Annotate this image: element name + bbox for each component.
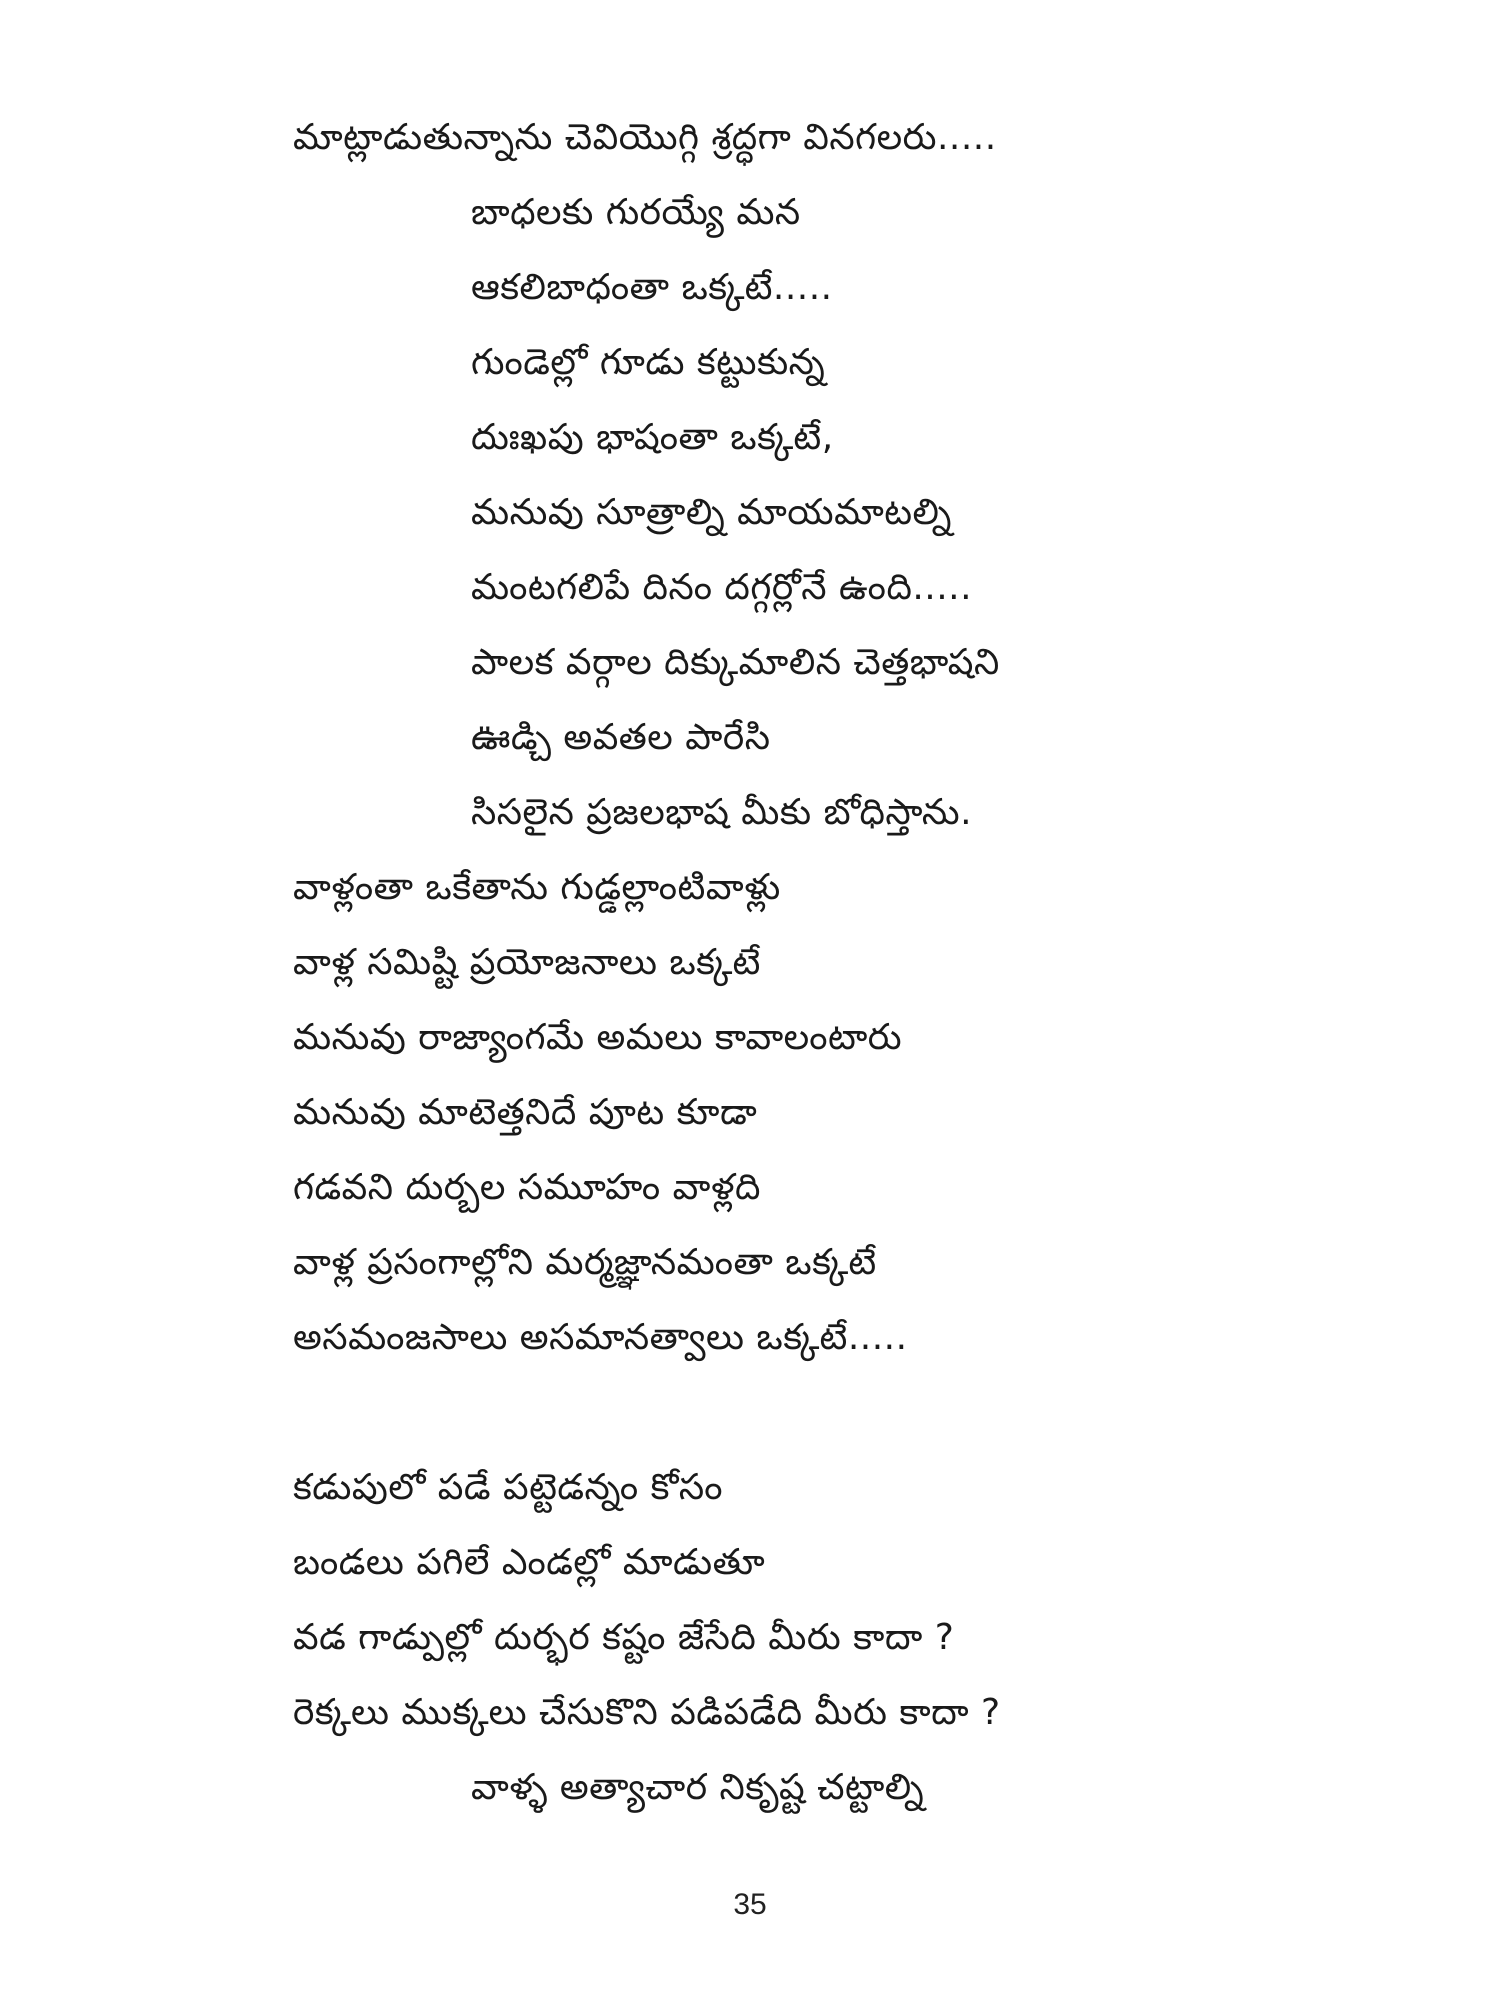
poem-line: మనువు రాజ్యాంగమే అమలు కావాలంటారు — [293, 1017, 903, 1058]
poem-line: బండలు పగిలే ఎండల్లో మాడుతూ — [293, 1542, 766, 1583]
poem-line: వాళ్ల సమిష్టి ప్రయోజనాలు ఒక్కటే — [293, 942, 761, 983]
poem-line: ఊడ్చి అవతల పారేసి — [471, 717, 771, 758]
poem-line: ఆకలిబాధంతా ఒక్కటే..... — [471, 267, 833, 308]
poem-line: గుండెల్లో గూడు కట్టుకున్న — [471, 342, 826, 383]
poem-line: సిసలైన ప్రజలభాష మీకు బోధిస్తాను. — [471, 792, 973, 833]
poem-line: మాట్లాడుతున్నాను చెవియొగ్గి శ్రద్ధగా వినగలరు..... — [293, 117, 997, 158]
poem-line: మంటగలిపే దినం దగ్గర్లోనే ఉంది..... — [471, 567, 973, 608]
stanza-break — [293, 1383, 1393, 1458]
page-number: 35 — [733, 1888, 767, 1921]
poem-line: పాలక వర్గాల దిక్కుమాలిన చెత్తభాషని — [471, 642, 1000, 683]
poem-line: అసమంజసాలు అసమానత్వాలు ఒక్కటే..... — [293, 1317, 908, 1358]
poem-line: గడవని దుర్బల సమూహం వాళ్లది — [293, 1167, 761, 1208]
poem-line: బాధలకు గురయ్యే మన — [471, 192, 801, 233]
poem-line: మనువు సూత్రాల్ని మాయమాటల్ని — [471, 492, 952, 533]
poem-line: దుఃఖపు భాషంతా ఒక్కటే, — [471, 417, 834, 458]
poem-line: వడ గాడ్పుల్లో దుర్భర కష్టం జేసేది మీరు కాదా ? — [293, 1617, 955, 1658]
poem-body — [293, 108, 1393, 1833]
poem-line: రెక్కలు ముక్కలు చేసుకొని పడిపడేది మీరు కాదా ? — [293, 1692, 1001, 1733]
poem-line: వాళ్లంతా ఒకేతాను గుడ్డల్లాంటివాళ్లు — [293, 867, 781, 908]
poem-line: వాళ్ళ అత్యాచార నికృష్ట చట్టాల్ని — [471, 1767, 925, 1808]
poem-line: కడుపులో పడే పట్టెడన్నం కోసం — [293, 1467, 723, 1508]
poem-line: వాళ్ల ప్రసంగాల్లోని మర్మజ్ఞానమంతా ఒక్కటే — [293, 1242, 877, 1283]
poem-line: మనువు మాటెత్తనిదే పూట కూడా — [293, 1092, 758, 1133]
